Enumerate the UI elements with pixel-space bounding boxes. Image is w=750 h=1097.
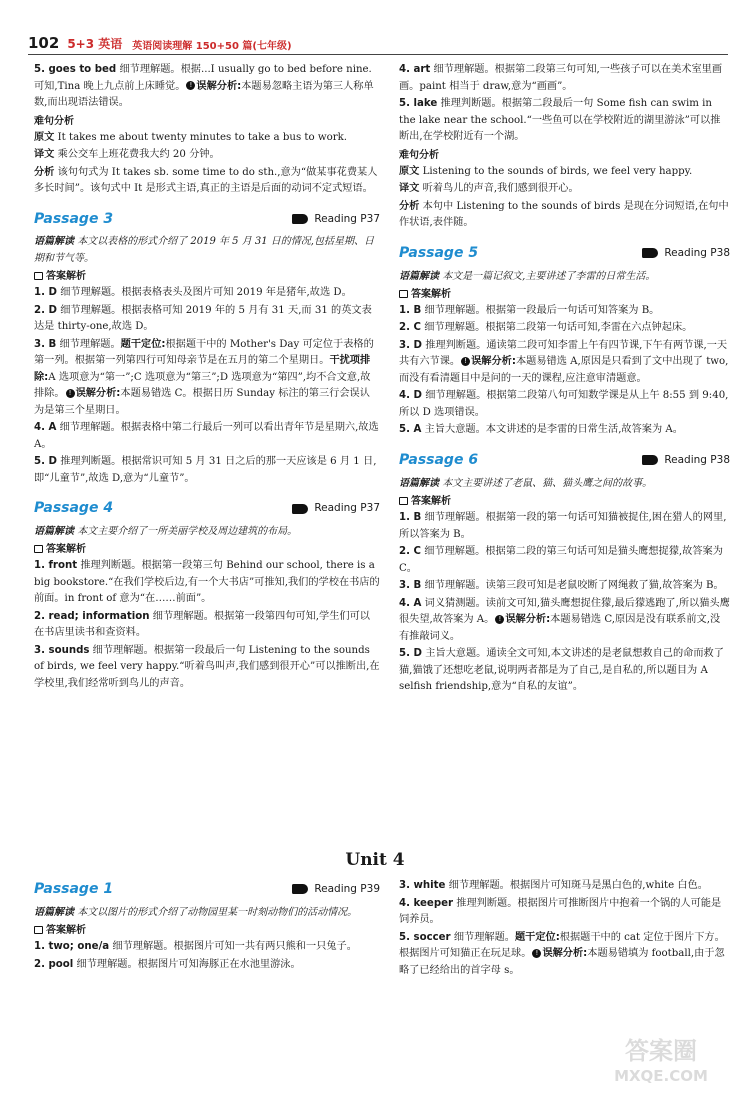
hand-pointer-icon xyxy=(292,884,308,894)
svg-text:MXQE.COM: MXQE.COM xyxy=(614,1067,708,1085)
answer-item: 4. keeper 推理判断题。根据图片可推断图片中抱着一个锅的人可能是饲养员。 xyxy=(399,897,722,926)
warning-icon: ! xyxy=(461,357,470,366)
passage-title: Passage 5 xyxy=(399,244,479,261)
answer-item: 4. art 细节理解题。根据第二段第三句可知,一些孩子可以在美术室里画画。paint 相当于 draw,意为“画画”。 xyxy=(399,64,723,92)
passage-title: Passage 1 xyxy=(34,881,114,897)
answer-item: 2. D 细节理解题。根据表格可知 2019 年的 5 月有 31 天,而 31 的英文表达是 thirty-one,故选 D。 xyxy=(34,304,372,333)
passage-header xyxy=(34,497,380,520)
passage-title: Passage 3 xyxy=(34,210,114,227)
answer-item: 1. front 推理判断题。根据第一段第三句 Behind our school, there is a big bookstore.“在我们学校后边,有一个大书店”可推知,我们的学校在书店的前面。in front of 意为“在……前面”。 xyxy=(34,560,380,605)
hand-pointer-icon xyxy=(642,248,658,258)
passage-header xyxy=(399,242,730,265)
reading-ref: Reading P38 xyxy=(642,452,730,469)
passage-header xyxy=(399,449,730,472)
answer-item: 4. D 细节理解题。根据第二段第八句可知数学课是从上午 8:55 到 9:40,所以 D 选项错误。 xyxy=(399,390,729,418)
answer-item: 2. read; information 细节理解题。根据第一段第四句可知,学生们可以在书店里读书和查资料。 xyxy=(34,610,370,639)
answer-item: 2. pool 细节理解题。根据图片可知海豚正在水池里游泳。 xyxy=(34,958,301,970)
answer-item: 1. D 细节理解题。根据表格表头及图片可知 2019 年是猪年,故选 D。 xyxy=(34,287,352,299)
passage-summary: 语篇解读 本文主要介绍了一所美丽学校及周边建筑的布局。 xyxy=(34,525,298,537)
lock-icon xyxy=(34,545,43,553)
answers-heading: 答案解析 xyxy=(399,287,730,303)
answers-heading: 答案解析 xyxy=(34,923,380,939)
reading-ref: Reading P38 xyxy=(642,245,730,262)
answer-item: 1. B 细节理解题。根据第一段的第一句话可知猫被捉住,困在猎人的网里,所以答案为 B。 xyxy=(399,512,727,540)
answer-item: 5. D 主旨大意题。通读全文可知,本文讲述的是老鼠想救自己的命而救了猫,猫饿了还想吃老鼠,说明两者都是为了自己,是自私的,所以题目为 A selfish friendship,意为“自私的友谊”。 xyxy=(399,648,724,693)
answers-heading: 答案解析 xyxy=(34,269,380,285)
section-heading: 难句分析 xyxy=(34,115,74,127)
answer-item: 2. C 细节理解题。根据第二段的第三句话可知是猫头鹰想捉獴,故答案为 C。 xyxy=(399,546,723,574)
answer-item: 5. D 推理判断题。根据常识可知 5 月 31 日之后的那一天应该是 6 月 1 日,即“儿童节”,故选 D,意为“儿童节”。 xyxy=(34,456,377,484)
passage-title: Passage 6 xyxy=(399,452,479,468)
section-heading: 难句分析 xyxy=(399,149,439,161)
unit4-left-column xyxy=(34,878,380,974)
warning-icon: ! xyxy=(495,615,504,624)
passage-summary: 语篇解读 本文主要讲述了老鼠、猫、猫头鹰之间的故事。 xyxy=(399,477,653,489)
reading-ref: Reading P37 xyxy=(292,211,380,228)
lock-icon xyxy=(399,497,408,505)
passage-header xyxy=(34,878,380,901)
passage-header xyxy=(34,208,380,231)
answer-item: 5. A 主旨大意题。本文讲述的是李雷的日常生活,故答案为 A。 xyxy=(399,424,683,436)
answer-item: 5. soccer 细节理解题。题干定位:根据题干中的 cat 定位于图片下方。根据图片可知猫正在玩足球。 ! 误解分析:本题易错填为 football,由于忽略了已经给出的首字母 s。 xyxy=(399,931,725,976)
lock-icon xyxy=(399,290,408,298)
hand-pointer-icon xyxy=(292,214,308,224)
page-number: 102 xyxy=(28,34,60,52)
unit4-right-column xyxy=(399,878,730,980)
answer-item: 4. A 词义猜测题。读前文可知,猫头鹰想捉住獴,最后獴逃跑了,所以猫头鹰很失望,故答案为 A。 ! 误解分析:本题易错选 C,原因是没有联系前文,没有推敲词义。 xyxy=(399,597,730,642)
answer-item: 5. goes to bed 细节理解题。根据...I usually go to bed before nine. 可知,Tina 晚上九点前上床睡觉。 ! 误解分析:本题易忽略主语为第三人称单数,而出现语法错误。 xyxy=(34,64,374,109)
answer-item: 1. B 细节理解题。根据第一段最后一句话可知答案为 B。 xyxy=(399,304,660,316)
difficult-line: 原文 Listening to the sounds of birds, we feel very happy. xyxy=(399,165,693,177)
passage-summary: 语篇解读 本文以表格的形式介绍了 2019 年 5 月 31 日的情况,包括星期、日期和节气等。 xyxy=(34,236,374,264)
watermark-logo xyxy=(586,1029,736,1089)
right-column xyxy=(399,62,730,697)
difficult-line: 译文 听着鸟儿的声音,我们感到很开心。 xyxy=(399,183,579,195)
passage-summary: 语篇解读 本文以图片的形式介绍了动物园里某一时刻动物们的活动情况。 xyxy=(34,906,358,918)
reading-ref: Reading P39 xyxy=(292,881,380,898)
answers-heading: 答案解析 xyxy=(399,494,730,510)
left-column xyxy=(34,62,380,693)
answer-item: 1. two; one/a 细节理解题。根据图片可知一共有两只熊和一只兔子。 xyxy=(34,941,357,953)
answer-item: 3. white 细节理解题。根据图片可知斑马是黑白色的,white 白色。 xyxy=(399,880,708,891)
difficult-line: 译文 乘公交车上班花费我大约 20 分钟。 xyxy=(34,149,220,161)
hand-pointer-icon xyxy=(292,504,308,514)
lock-icon xyxy=(34,272,43,280)
answer-item: 3. B 细节理解题。题干定位:根据题干中的 Mother's Day 可定位于表格的第一列。根据第一列第四行可知母亲节是在五月的第二个星期日。干扰项排除:A 选项意为“第一”;C 选项意为“第三”;D 选项意为“第四”,均不合文意,故排除。 ! 误解分析:本题易错选 C。根据日历 Sunday 标注的第三行会误认为是第三个星期日。 xyxy=(34,338,374,416)
difficult-line: 分析 本句中 Listening to the sounds of birds 是现在分词短语,在句中作状语,表伴随。 xyxy=(399,200,729,229)
reading-ref: Reading P37 xyxy=(292,500,380,517)
answers-heading: 答案解析 xyxy=(34,542,380,558)
passage-summary: 语篇解读 本文是一篇记叙文,主要讲述了李雷的日常生活。 xyxy=(399,270,656,282)
answer-item: 3. D 推理判断题。通读第二段可知李雷上午有四节课,下午有两节课,一天共有六节课。 ! 误解分析:本题易错选 A,原因是只看到了文中出现了 two,而没有看清题目中是问的一天的课程,应注意审清题意。 xyxy=(399,339,729,384)
difficult-line: 原文 It takes me about twenty minutes to take a bus to work. xyxy=(34,131,348,143)
warning-icon: ! xyxy=(532,949,541,958)
hand-pointer-icon xyxy=(642,455,658,465)
warning-icon: ! xyxy=(186,81,195,90)
difficult-line: 分析 该句句式为 It takes sb. some time to do sth.,意为“做某事花费某人多长时间”。该句式中 It 是形式主语,真正的主语是后面的动词不定式短语。 xyxy=(34,166,378,195)
answer-item: 4. A 细节理解题。根据表格中第二行最后一列可以看出青年节是星期六,故选 A。 xyxy=(34,422,379,450)
warning-icon: ! xyxy=(66,389,75,398)
answer-item: 3. sounds 细节理解题。根据第一段最后一句 Listening to the sounds of birds, we feel very happy.“听着鸟叫声,我们感到很开心”可以推断出,在学校里,我们经常听到鸟儿的声音。 xyxy=(34,644,380,689)
answer-item: 5. lake 推理判断题。根据第二段最后一句 Some fish can swim in the lake near the school.“一些鱼可以在学校附近的湖里游泳”可以推断出,在学校附近有一个湖。 xyxy=(399,98,721,143)
page-header xyxy=(28,32,728,55)
brand-logo: 5+3 英语 xyxy=(67,37,123,51)
svg-text:答案圈: 答案圈 xyxy=(625,1037,697,1065)
answer-item: 3. B 细节理解题。读第三段可知是老鼠咬断了网绳救了猫,故答案为 B。 xyxy=(399,580,724,592)
passage-title: Passage 4 xyxy=(34,500,114,517)
book-title: 英语阅读理解 150+50 篇(七年级) xyxy=(132,41,292,52)
lock-icon xyxy=(34,926,43,934)
unit-title: Unit 4 xyxy=(345,850,405,870)
answer-item: 2. C 细节理解题。根据第二段第一句话可知,李雷在六点钟起床。 xyxy=(399,322,693,334)
